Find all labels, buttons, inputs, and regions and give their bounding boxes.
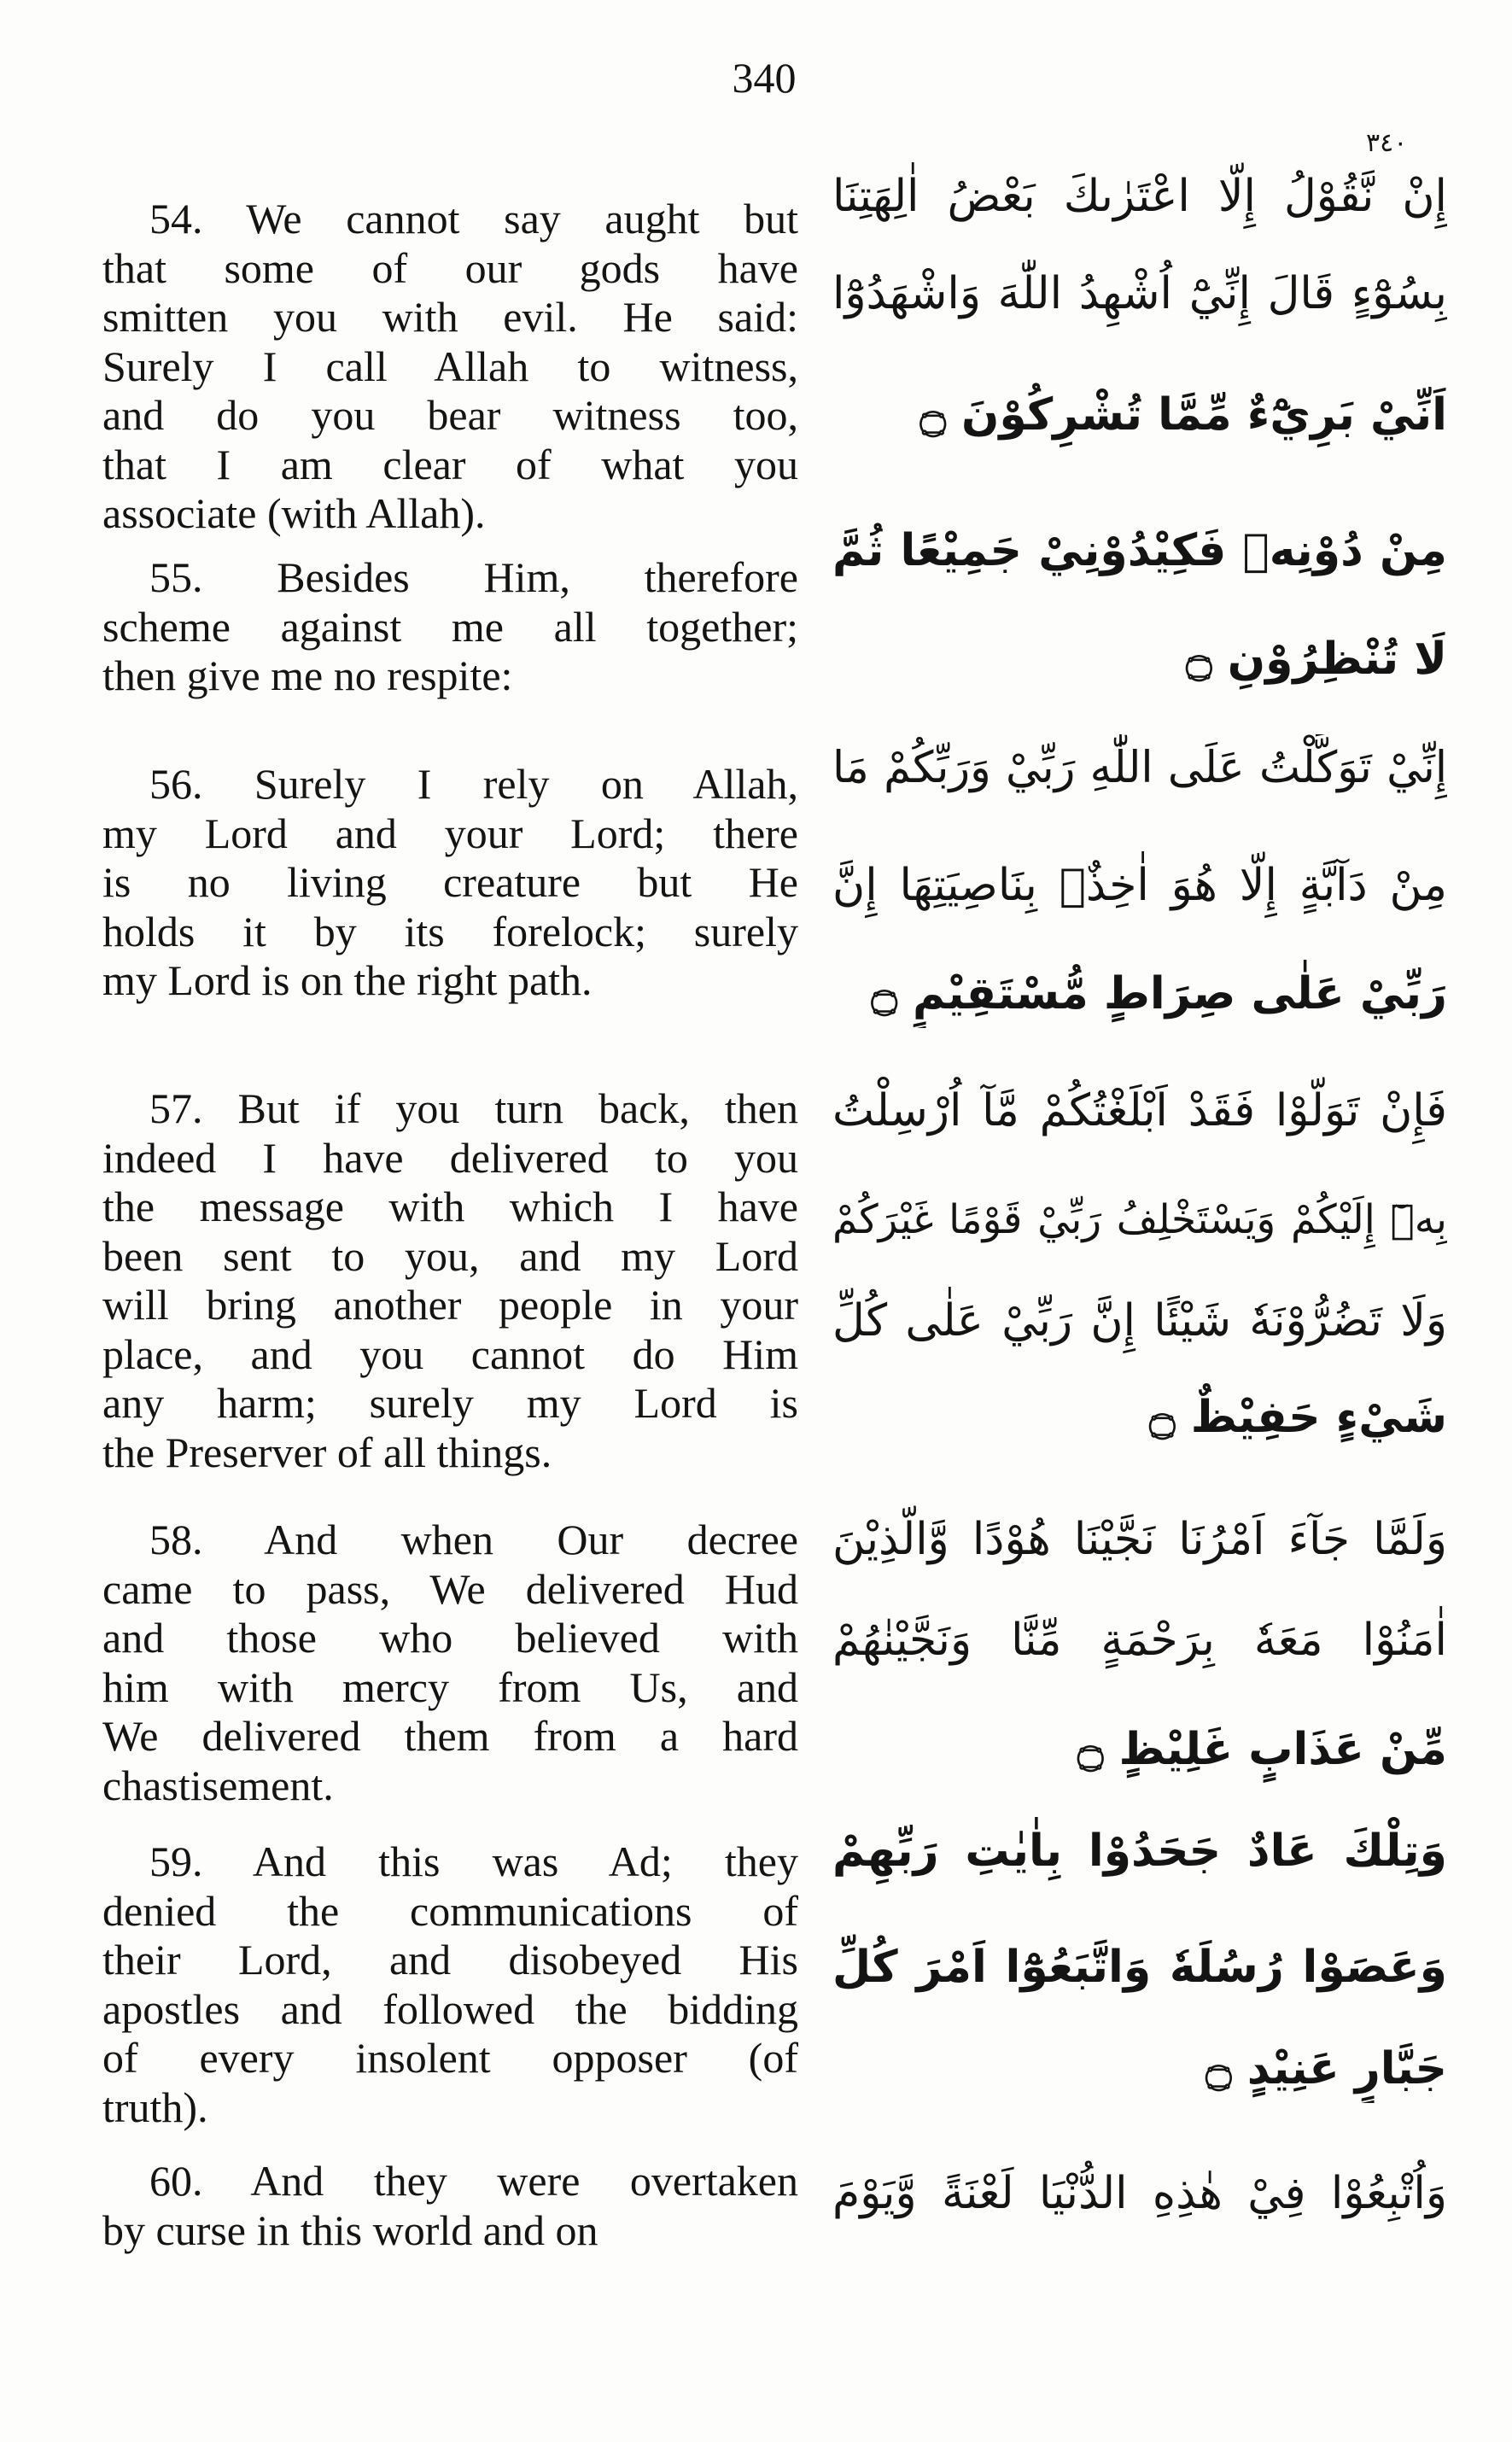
english-verse-line: my Lord is on the right path.: [102, 956, 593, 1004]
english-verse-line: 57. But if you turn back, then: [149, 1084, 798, 1132]
page-number: 340: [732, 54, 797, 102]
arabic-verse-58-line: اٰمَنُوْا مَعَهٗ بِرَحْمَةٍ مِّنَّا وَنَجَّيْنٰهُمْ: [832, 1615, 1447, 1666]
english-verse-line: place, and you cannot do Him: [102, 1329, 798, 1378]
english-verse-line: scheme against me all together;: [102, 602, 798, 651]
english-verse-line: him with mercy from Us, and: [102, 1662, 798, 1711]
english-verse-line: the message with which I have: [102, 1183, 798, 1230]
english-verse-line: We delivered them from a hard: [102, 1712, 798, 1760]
english-verse-line: came to pass, We delivered Hud: [102, 1564, 798, 1613]
arabic-verse-57-line: بِهٖٓ إِلَيْكُمْ وَيَسْتَخْلِفُ رَبِّيْ قَوْمًا غَيْرَكُمْ: [832, 1196, 1447, 1243]
arabic-verse-55-line: مِنْ دُوْنِهٖ فَكِيْدُوْنِيْ جَمِيْعًا ثُمَّ: [832, 525, 1447, 576]
english-verse-58: [102, 1516, 798, 1810]
english-verse-line: is no living creature but He: [102, 858, 798, 906]
arabic-page-number: ٣٤٠: [1366, 128, 1408, 158]
arabic-verse-58-line: مِّنْ عَذَابٍ غَلِيْظٍ ۝: [1077, 1724, 1447, 1775]
arabic-verse-57-line: وَلَا تَضُرُّوْنَهٗ شَيْئًا إِنَّ رَبِّيْ عَلٰى كُلِّ: [832, 1295, 1447, 1347]
english-verse-line: 55. Besides Him, therefore: [149, 553, 798, 601]
english-verse-line: 54. We cannot say aught but: [149, 195, 798, 242]
english-verse-line: 60. And they were overtaken: [149, 2157, 798, 2205]
english-verse-line: then give me no respite:: [102, 651, 513, 699]
arabic-verse-54-line: بِسُوْٓءٍ قَالَ إِنِّيْٓ اُشْهِدُ اللّٰهَ وَاشْهَدُوْٓا: [832, 268, 1447, 319]
arabic-verse-59-line: وَتِلْكَ عَادٌ جَحَدُوْا بِاٰيٰتِ رَبِّهِمْ: [832, 1826, 1447, 1877]
english-verse-line: 56. Surely I rely on Allah,: [149, 760, 798, 808]
english-verse-line: been sent to you, and my Lord: [102, 1231, 798, 1280]
arabic-verse-54-line: اَنِّيْ بَرِيْٓءٌ مِّمَّا تُشْرِكُوْنَ ۝: [919, 389, 1447, 441]
english-verse-line: denied the communications of: [102, 1886, 798, 1935]
english-verse-line: indeed I have delivered to you: [102, 1133, 798, 1182]
english-verse-line: that some of our gods have: [102, 243, 798, 292]
arabic-verse-56-line: رَبِّيْ عَلٰى صِرَاطٍ مُّسْتَقِيْمٍ ۝: [871, 968, 1447, 1019]
english-verse-line: 59. And this was Ad; they: [149, 1837, 798, 1885]
arabic-verse-56-line: إِنِّيْ تَوَكَّلْتُ عَلَى اللّٰهِ رَبِّيْ وَرَبِّكُمْ مَا: [832, 743, 1447, 793]
english-verse-line: 58. And when Our decree: [149, 1516, 798, 1563]
arabic-verse-59-line: جَبَّارٍ عَنِيْدٍ ۝: [1206, 2043, 1447, 2094]
arabic-verse-54-line: إِنْ نَّقُوْلُ إِلَّا اعْتَرٰىكَ بَعْضُ اٰلِهَتِنَا: [832, 171, 1447, 222]
english-verse-line: and do you bear witness too,: [102, 391, 798, 439]
english-verse-line: my Lord and your Lord; there: [102, 809, 798, 857]
english-verse-56: [102, 760, 798, 1006]
arabic-verse-60-line: وَاُتْبِعُوْا فِيْ هٰذِهِ الدُّنْيَا لَعْنَةً وَّيَوْمَ: [832, 2168, 1447, 2219]
english-verse-60: [102, 2157, 798, 2255]
arabic-verse-57-line: شَيْءٍ حَفِيْظٌ ۝: [1149, 1392, 1447, 1443]
english-verse-59: [102, 1837, 798, 2132]
english-verse-line: their Lord, and disobeyed His: [102, 1936, 798, 1983]
english-verse-line: truth).: [102, 2083, 208, 2131]
english-verse-line: the Preserver of all things.: [102, 1428, 552, 1476]
english-verse-line: smitten you with evil. He said:: [102, 293, 798, 341]
english-verse-line: Surely I call Allah to witness,: [102, 342, 798, 390]
english-verse-57: [102, 1084, 798, 1477]
english-verse-line: holds it by its forelock; surely: [102, 907, 798, 955]
arabic-verse-56-line: مِنْ دَآبَّةٍ إِلَّا هُوَ اٰخِذٌۢ بِنَاصِيَتِهَا إِنَّ: [832, 860, 1447, 911]
english-verse-line: chastisement.: [102, 1761, 334, 1809]
arabic-verse-59-line: وَعَصَوْا رُسُلَهٗ وَاتَّبَعُوْٓا اَمْرَ كُلِّ: [832, 1942, 1447, 1993]
english-verse-line: will bring another people in your: [102, 1281, 798, 1329]
english-verse-54: [102, 195, 798, 539]
arabic-verse-57-line: فَإِنْ تَوَلَّوْا فَقَدْ اَبْلَغْتُكُمْ مَّآ اُرْسِلْتُ: [832, 1085, 1447, 1136]
arabic-verse-58-line: وَلَمَّا جَآءَ اَمْرُنَا نَجَّيْنَا هُوْدًا وَّالَّذِيْنَ: [832, 1514, 1447, 1565]
english-verse-line: associate (with Allah).: [102, 489, 486, 537]
english-verse-line: and those who believed with: [102, 1614, 798, 1662]
english-verse-line: apostles and followed the bidding: [102, 1984, 798, 2033]
english-verse-line: of every insolent opposer (of: [102, 2034, 798, 2082]
arabic-verse-55-line: لَا تُنْظِرُوْنِ ۝: [1186, 634, 1447, 685]
english-verse-line: by curse in this world and on: [102, 2205, 598, 2254]
english-verse-55: [102, 553, 798, 701]
english-verse-line: that I am clear of what you: [102, 440, 798, 488]
english-verse-line: any harm; surely my Lord is: [102, 1379, 798, 1427]
